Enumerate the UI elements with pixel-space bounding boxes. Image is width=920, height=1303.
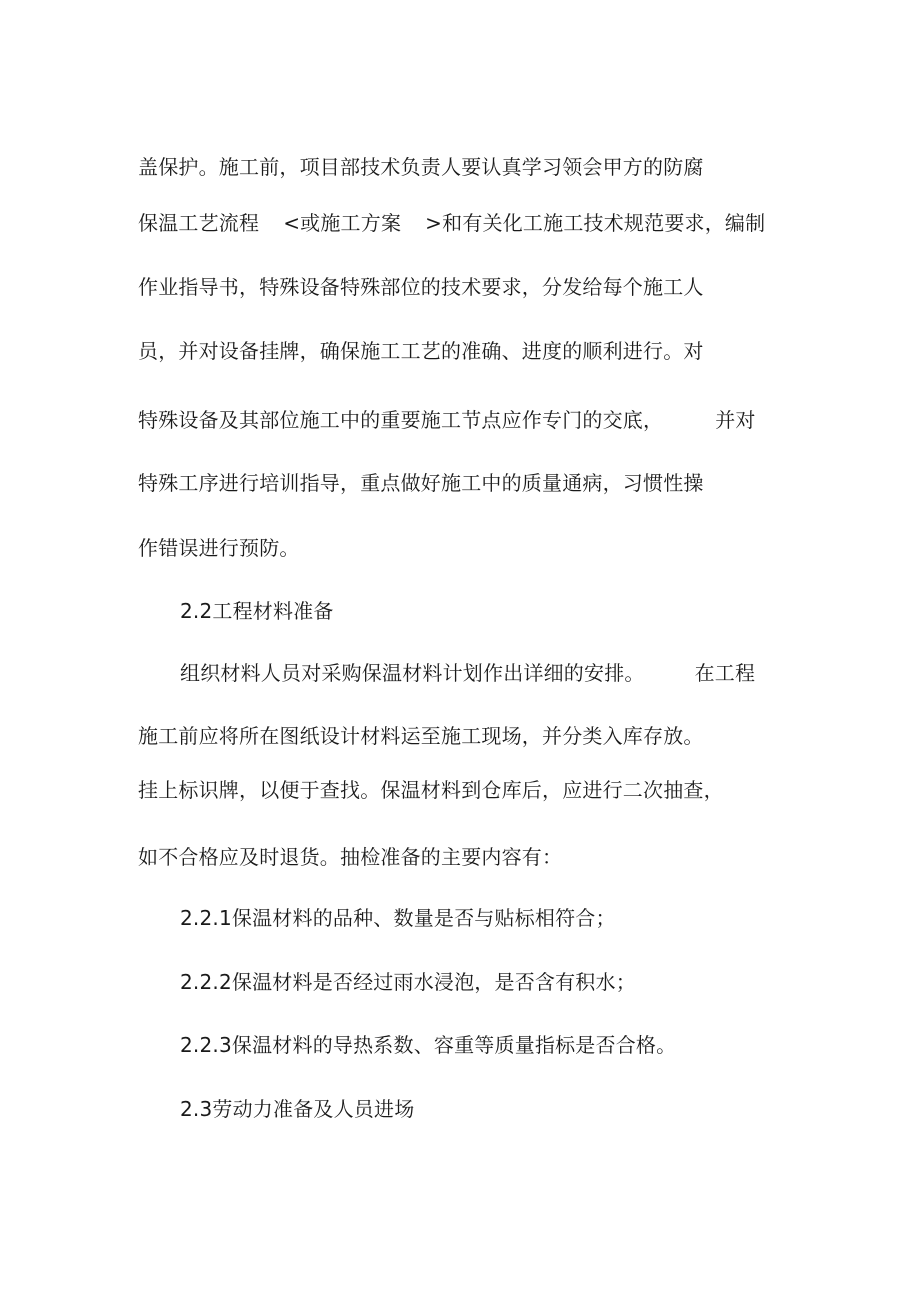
text-segment: 在工程: [694, 661, 756, 685]
paragraph-line-4: 员，并对设备挂牌，确保施工工艺的准确、进度的顺利进行。对: [138, 339, 704, 363]
paragraph-line-5: [138, 408, 756, 432]
text-segment: 并对: [715, 408, 756, 432]
text-segment: >和有关化工施工技术规范要求，编制: [425, 211, 766, 235]
list-item-2-2-2: 2.2.2保温材料是否经过雨水浸泡，是否含有积水；: [180, 970, 636, 994]
list-item-2-2-1: 2.2.1保温材料的品种、数量是否与贴标相符合；: [180, 906, 616, 930]
list-item-2-2-3: 2.2.3保温材料的导热系数、容重等质量指标是否合格。: [180, 1033, 677, 1057]
paragraph-line-2: [138, 211, 765, 235]
section-heading-2-3: 2.3劳动力准备及人员进场: [180, 1097, 415, 1121]
paragraph-line-8: [180, 661, 755, 685]
text-segment: <或施工方案: [283, 211, 402, 235]
text-segment: 保温工艺流程: [138, 211, 260, 235]
paragraph-line-6: 特殊工序进行培训指导，重点做好施工中的质量通病，习惯性操: [138, 471, 704, 495]
paragraph-line-3: 作业指导书，特殊设备特殊部位的技术要求，分发给每个施工人: [138, 275, 704, 299]
text-segment: 特殊设备及其部位施工中的重要施工节点应作专门的交底，: [138, 408, 664, 432]
paragraph-line-10: 挂上标识牌，以便于查找。保温材料到仓库后，应进行二次抽查，: [138, 778, 724, 802]
text-segment: 组织材料人员对采购保温材料计划作出详细的安排。: [180, 661, 645, 685]
paragraph-line-1: 盖保护。施工前，项目部技术负责人要认真学习领会甲方的防腐: [138, 155, 704, 179]
paragraph-line-7: 作错误进行预防。: [138, 536, 300, 560]
section-heading-2-2: 2.2工程材料准备: [180, 599, 334, 623]
paragraph-line-9: 施工前应将所在图纸设计材料运至施工现场，并分类入库存放。: [138, 724, 704, 748]
paragraph-line-11: 如不合格应及时退货。抽检准备的主要内容有：: [138, 845, 563, 869]
